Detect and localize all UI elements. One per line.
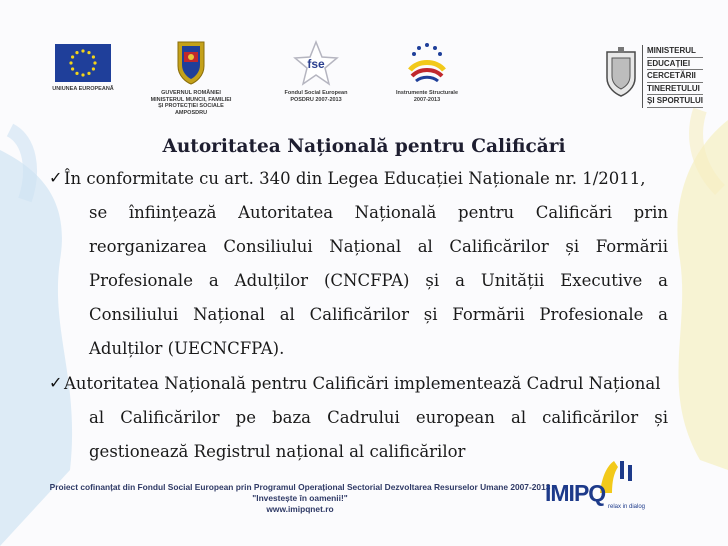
eu-caption: UNIUNEA EUROPEANĂ xyxy=(52,86,114,92)
government-caption: GUVERNUL ROMÂNIEI MINISTERUL MUNCII, FAMILIEI ȘI PROTECȚIEI SOCIALE AMPOSDRU xyxy=(150,90,232,116)
ministry-crest-icon xyxy=(604,46,638,98)
bullet-line: Consiliului Național al Calificărilor și Formării Profesionale a xyxy=(89,305,668,324)
bullet-line: gestionează Registrul național al calificărilor xyxy=(89,442,466,461)
bullet-item xyxy=(49,373,668,475)
ministry-name: MINISTERUL EDUCAȚIEI CERCETĂRII TINERETULUI ȘI SPORTULUI xyxy=(642,45,703,108)
structural-instruments-caption: Instrumente Structurale 2007-2013 xyxy=(395,90,459,103)
structural-instruments-logo xyxy=(390,40,464,103)
bullet-item xyxy=(49,168,668,372)
bullet-line: se înființează Autoritatea Națională pentru Calificări prin xyxy=(89,203,668,222)
bullet-line: Adulților (UECNCFPA). xyxy=(89,339,285,358)
government-logo xyxy=(148,40,234,116)
structural-instruments-icon xyxy=(404,40,450,86)
imipq-brand: IMIPQ xyxy=(545,480,606,506)
fse-star-icon xyxy=(293,40,339,86)
bullet-line: Autoritatea Națională pentru Calificări implementează Cadrul Național xyxy=(64,374,661,393)
checkmark-icon: ✓ xyxy=(49,373,63,392)
slide-title: Autoritatea Națională pentru Calificări xyxy=(162,136,566,157)
bullet-line: În conformitate cu art. 340 din Legea Educației Naționale nr. 1/2011, xyxy=(64,169,646,188)
footer-text: Proiect cofinanțat din Fondul Social European prin Programul Operațional Sectorial Dezvoltarea Resurselor Umane 2007-2013 "Investește în oamenii!" www.imipqnet.ro xyxy=(0,482,600,515)
imipq-tagline: relax in dialog xyxy=(608,504,646,510)
bullet-line: reorganizarea Consiliului Național al Calificărilor și Formării xyxy=(89,237,668,256)
eu-flag-icon xyxy=(55,44,111,82)
footer-website-link[interactable]: www.imipqnet.ro xyxy=(266,504,334,514)
bullet-line: al Calificărilor pe baza Cadrului european al calificărilor și xyxy=(89,408,668,427)
fse-mark-text: fse xyxy=(307,57,325,71)
bullet-line: Profesionale a Adulților (CNCFPA) și a Unității Executive a xyxy=(89,271,668,290)
ministry-emblem xyxy=(603,46,639,102)
eu-logo xyxy=(52,44,114,93)
fse-caption: Fondul Social European POSDRU 2007-2013 xyxy=(284,90,348,103)
checkmark-icon: ✓ xyxy=(49,168,63,187)
coat-of-arms-icon xyxy=(174,40,208,86)
fse-logo xyxy=(276,40,356,103)
